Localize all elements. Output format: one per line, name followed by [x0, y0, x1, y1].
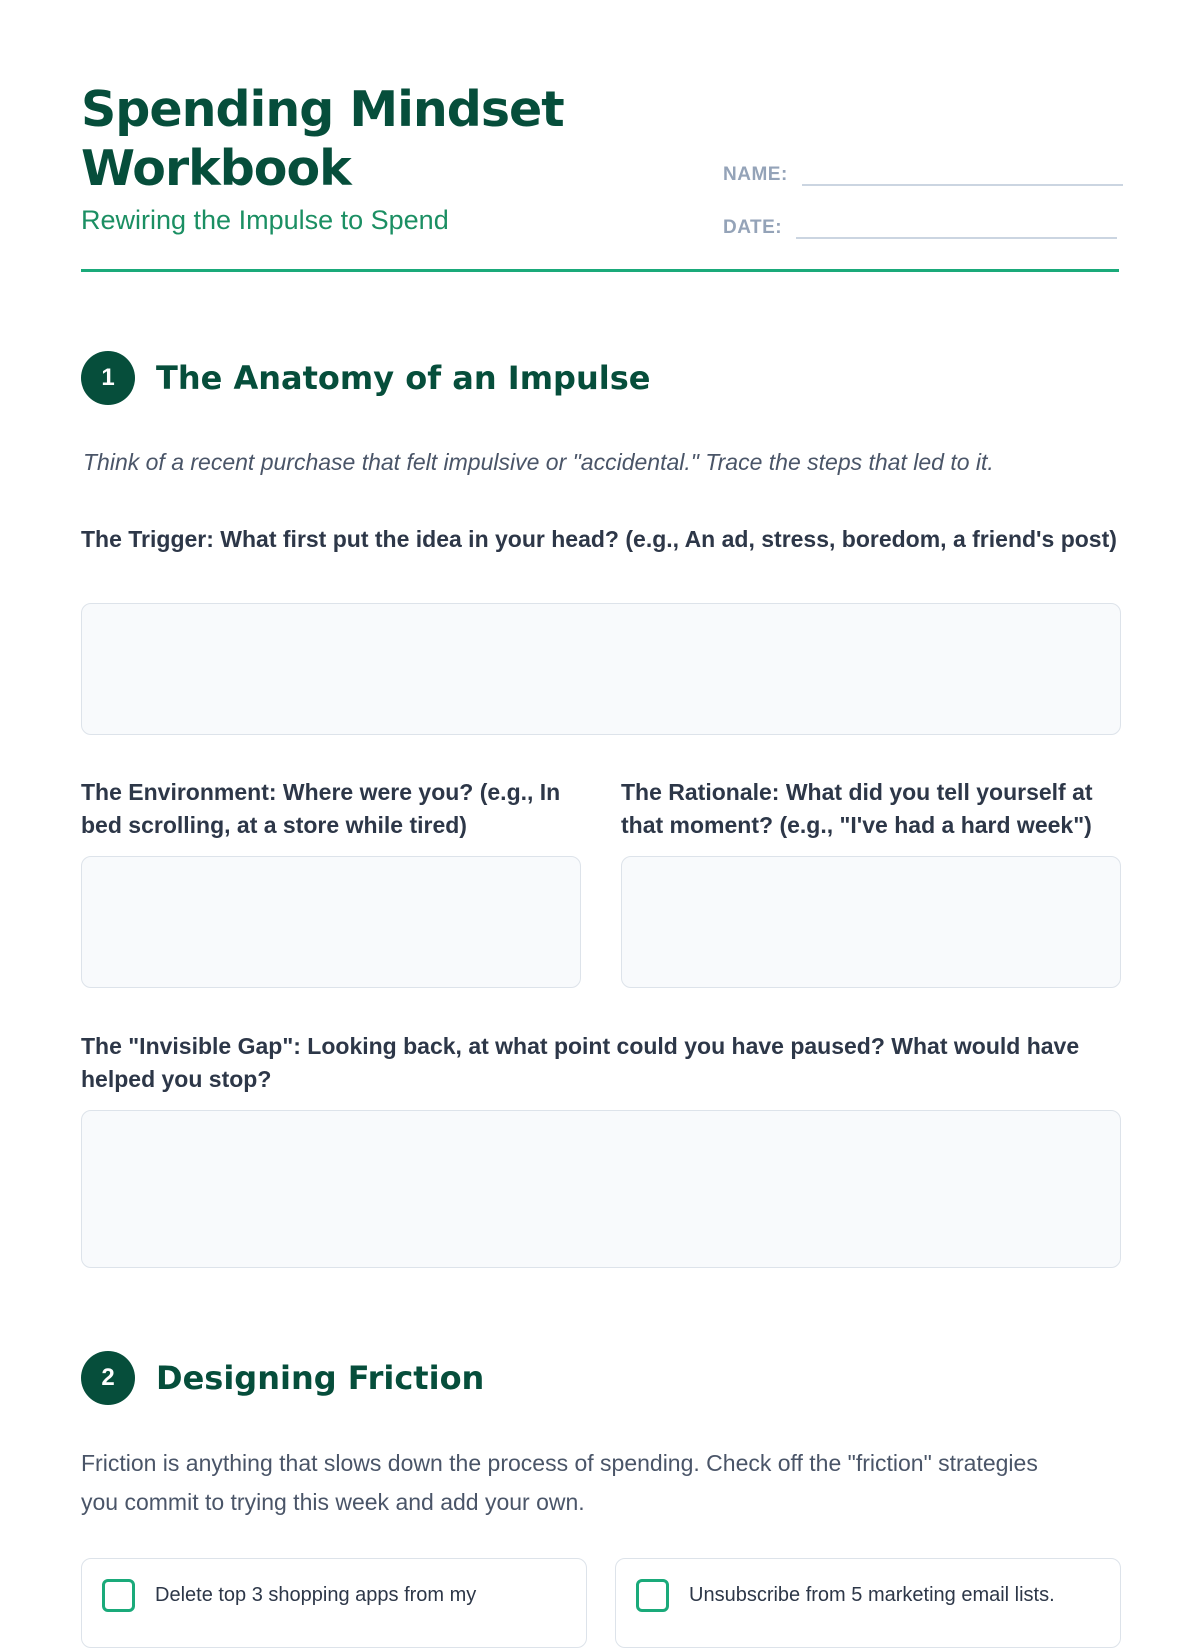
trigger-answer-box[interactable] — [81, 603, 1121, 735]
section-1-heading — [81, 351, 650, 405]
name-label: NAME: — [723, 164, 788, 185]
trigger-question-label: The Trigger: What first put the idea in your head? (e.g., An ad, stress, boredom, a friend's post) — [81, 526, 1117, 552]
date-field — [723, 203, 1117, 239]
strategy-label: Unsubscribe from 5 marketing email lists. — [689, 1584, 1055, 1606]
invisible-gap-question-label: The "Invisible Gap": Looking back, at what point could you have paused? What would have helped you stop? — [81, 1033, 1080, 1092]
page-header — [81, 0, 1119, 272]
section-2-title: Designing Friction — [156, 1359, 485, 1397]
environment-answer-box[interactable] — [81, 856, 581, 988]
section-2-description: Friction is anything that slows down the process of spending. Check off the "friction" strategies you commit to trying this week and add your own. — [81, 1450, 1038, 1515]
invisible-gap-answer-box[interactable] — [81, 1110, 1121, 1268]
strategy-card[interactable] — [615, 1558, 1121, 1648]
date-input-line[interactable] — [796, 203, 1117, 239]
environment-question-label: The Environment: Where were you? (e.g., In bed scrolling, at a store while tired) — [81, 779, 561, 838]
section-1-number-badge: 1 — [81, 351, 135, 405]
rationale-answer-box[interactable] — [621, 856, 1121, 988]
page-title: Spending Mindset Workbook — [81, 81, 564, 197]
date-label: DATE: — [723, 217, 783, 238]
section-2-heading — [81, 1351, 484, 1405]
strategy-checkbox[interactable] — [636, 1579, 669, 1612]
section-1-intro: Think of a recent purchase that felt impulsive or "accidental." Trace the steps that led to it. — [83, 449, 994, 475]
strategy-checkbox[interactable] — [102, 1579, 135, 1612]
section-1-title: The Anatomy of an Impulse — [156, 359, 651, 397]
rationale-question-label: The Rationale: What did you tell yourself at that moment? (e.g., "I've had a hard week") — [621, 779, 1093, 838]
section-2-number-badge: 2 — [81, 1351, 135, 1405]
name-field — [723, 150, 1123, 186]
strategy-label: Delete top 3 shopping apps from my — [155, 1584, 477, 1606]
page-subtitle: Rewiring the Impulse to Spend — [81, 205, 449, 235]
name-input-line[interactable] — [802, 150, 1123, 186]
strategy-card[interactable] — [81, 1558, 587, 1648]
